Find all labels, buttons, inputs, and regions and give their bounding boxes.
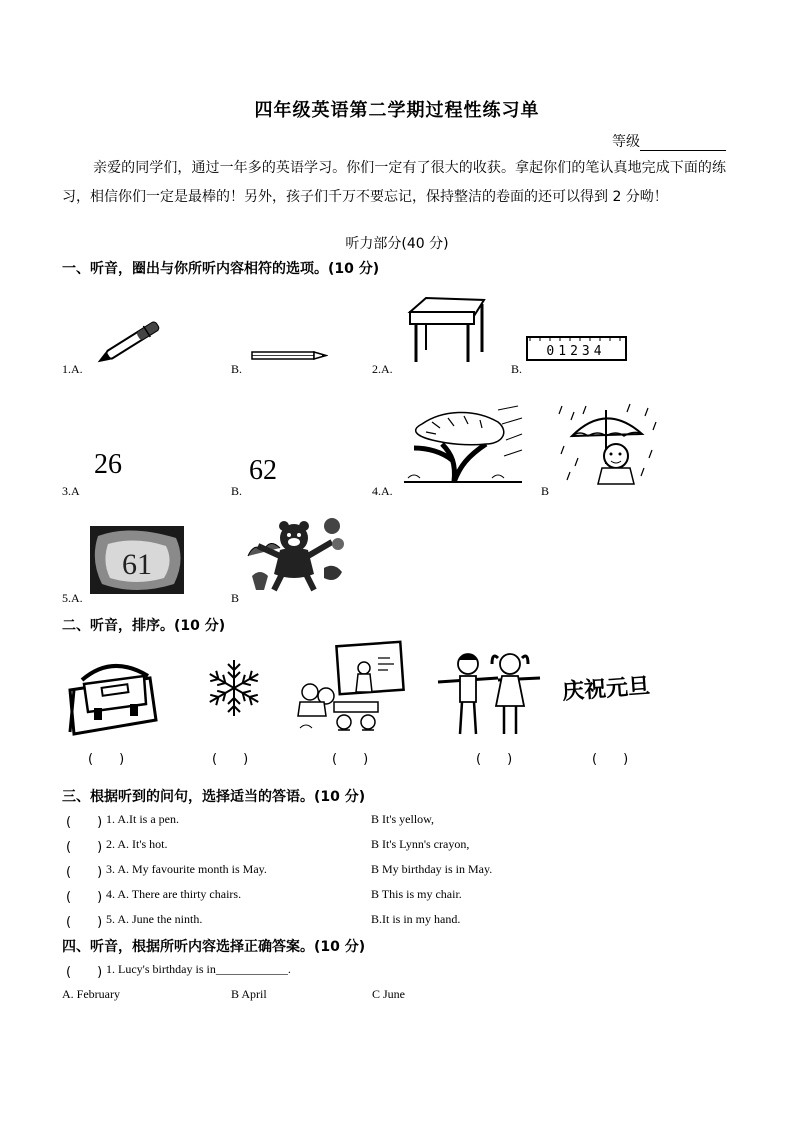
answer-paren[interactable]: ( ): [66, 865, 103, 880]
grade-field[interactable]: [612, 131, 726, 151]
bear-forest-icon: [244, 516, 346, 594]
section4-heading: 四、听音，根据所听内容选择正确答案。(10 分): [62, 939, 366, 955]
number-61-text: 61: [122, 548, 152, 581]
option-a: A. February: [62, 987, 120, 1001]
option-b: B It's yellow,: [371, 812, 435, 826]
pencil-icon: [250, 348, 328, 364]
option-b: B This is my chair.: [371, 887, 462, 901]
option-a: 4. A. There are thirty chairs.: [106, 887, 242, 901]
new-year-card-icon: 庆祝元旦: [561, 672, 651, 706]
option-a: 5. A. June the ninth.: [106, 912, 203, 926]
intro-paragraph: 亲爱的同学们，通过一年多的英语学习。你们一定有了很大的收获。拿起你们的笔认真地完成下面的练习，相信你们一定是最棒的！另外，孩子们千万不要忘记，保持整洁的卷面的还可以得到 2 分呦！: [62, 160, 726, 205]
grade-blank[interactable]: [640, 136, 726, 151]
option-b: B.It is in my hand.: [371, 912, 461, 926]
q5-a-label: 5.A.: [62, 591, 83, 605]
option-a: 3. A. My favourite month is May.: [106, 862, 267, 876]
desk-icon: [404, 294, 488, 366]
q4-b-label: B: [541, 484, 550, 498]
q4-a-label: 4.A.: [372, 484, 393, 498]
section1-heading: 一、听音，圈出与你所听内容相符的选项。(10 分): [62, 261, 380, 277]
windy-tree-icon: [402, 404, 524, 486]
number-26: 26: [94, 449, 122, 480]
option-a: 2. A. It's hot.: [106, 837, 168, 851]
q1-b-label: B.: [231, 362, 243, 376]
children-icon: [436, 648, 542, 740]
classroom-icon: [292, 640, 406, 738]
answer-paren[interactable]: ( ): [66, 915, 103, 930]
answer-paren[interactable]: ( ): [66, 890, 103, 905]
q2-b-label: B.: [511, 362, 523, 376]
q5-b-label: B: [231, 591, 240, 605]
answer-paren[interactable]: ( ): [66, 840, 103, 855]
section2-heading: 二、听音，排序。(10 分): [62, 618, 226, 634]
q2-a-label: 2.A.: [372, 362, 393, 376]
schoolbag-icon: [64, 660, 160, 738]
order-paren-4[interactable]: ( ): [476, 752, 513, 767]
option-a: 1. A.It is a pen.: [106, 812, 179, 826]
option-b: B April: [231, 987, 267, 1001]
grade-label: 等级: [612, 134, 640, 150]
q3-a-label: 3.A: [62, 484, 80, 498]
ruler-digits: 01234: [546, 344, 606, 359]
order-paren-5[interactable]: ( ): [592, 752, 629, 767]
snowflake-icon: [202, 656, 266, 720]
option-b: B My birthday is in May.: [371, 862, 493, 876]
q1-a-label: 1.A.: [62, 362, 83, 376]
answer-paren[interactable]: ( ): [66, 815, 103, 830]
answer-paren[interactable]: ( ): [66, 965, 103, 980]
order-paren-2[interactable]: ( ): [212, 752, 249, 767]
section3-heading: 三、根据听到的问句，选择适当的答语。(10 分): [62, 789, 366, 805]
page-title: 四年级英语第二学期过程性练习单: [254, 100, 540, 121]
order-paren-1[interactable]: ( ): [88, 752, 125, 767]
number-61-icon: [90, 526, 184, 594]
rain-umbrella-icon: [556, 402, 662, 486]
listening-part-heading: 听力部分(40 分): [345, 236, 449, 252]
ruler-icon: [526, 336, 628, 362]
pen-icon: [90, 316, 172, 368]
order-paren-3[interactable]: ( ): [332, 752, 369, 767]
number-62: 62: [249, 455, 277, 486]
option-c: C June: [372, 987, 405, 1001]
question-text: 1. Lucy's birthday is in____________.: [106, 962, 291, 976]
option-b: B It's Lynn's crayon,: [371, 837, 470, 851]
q3-b-label: B.: [231, 484, 243, 498]
